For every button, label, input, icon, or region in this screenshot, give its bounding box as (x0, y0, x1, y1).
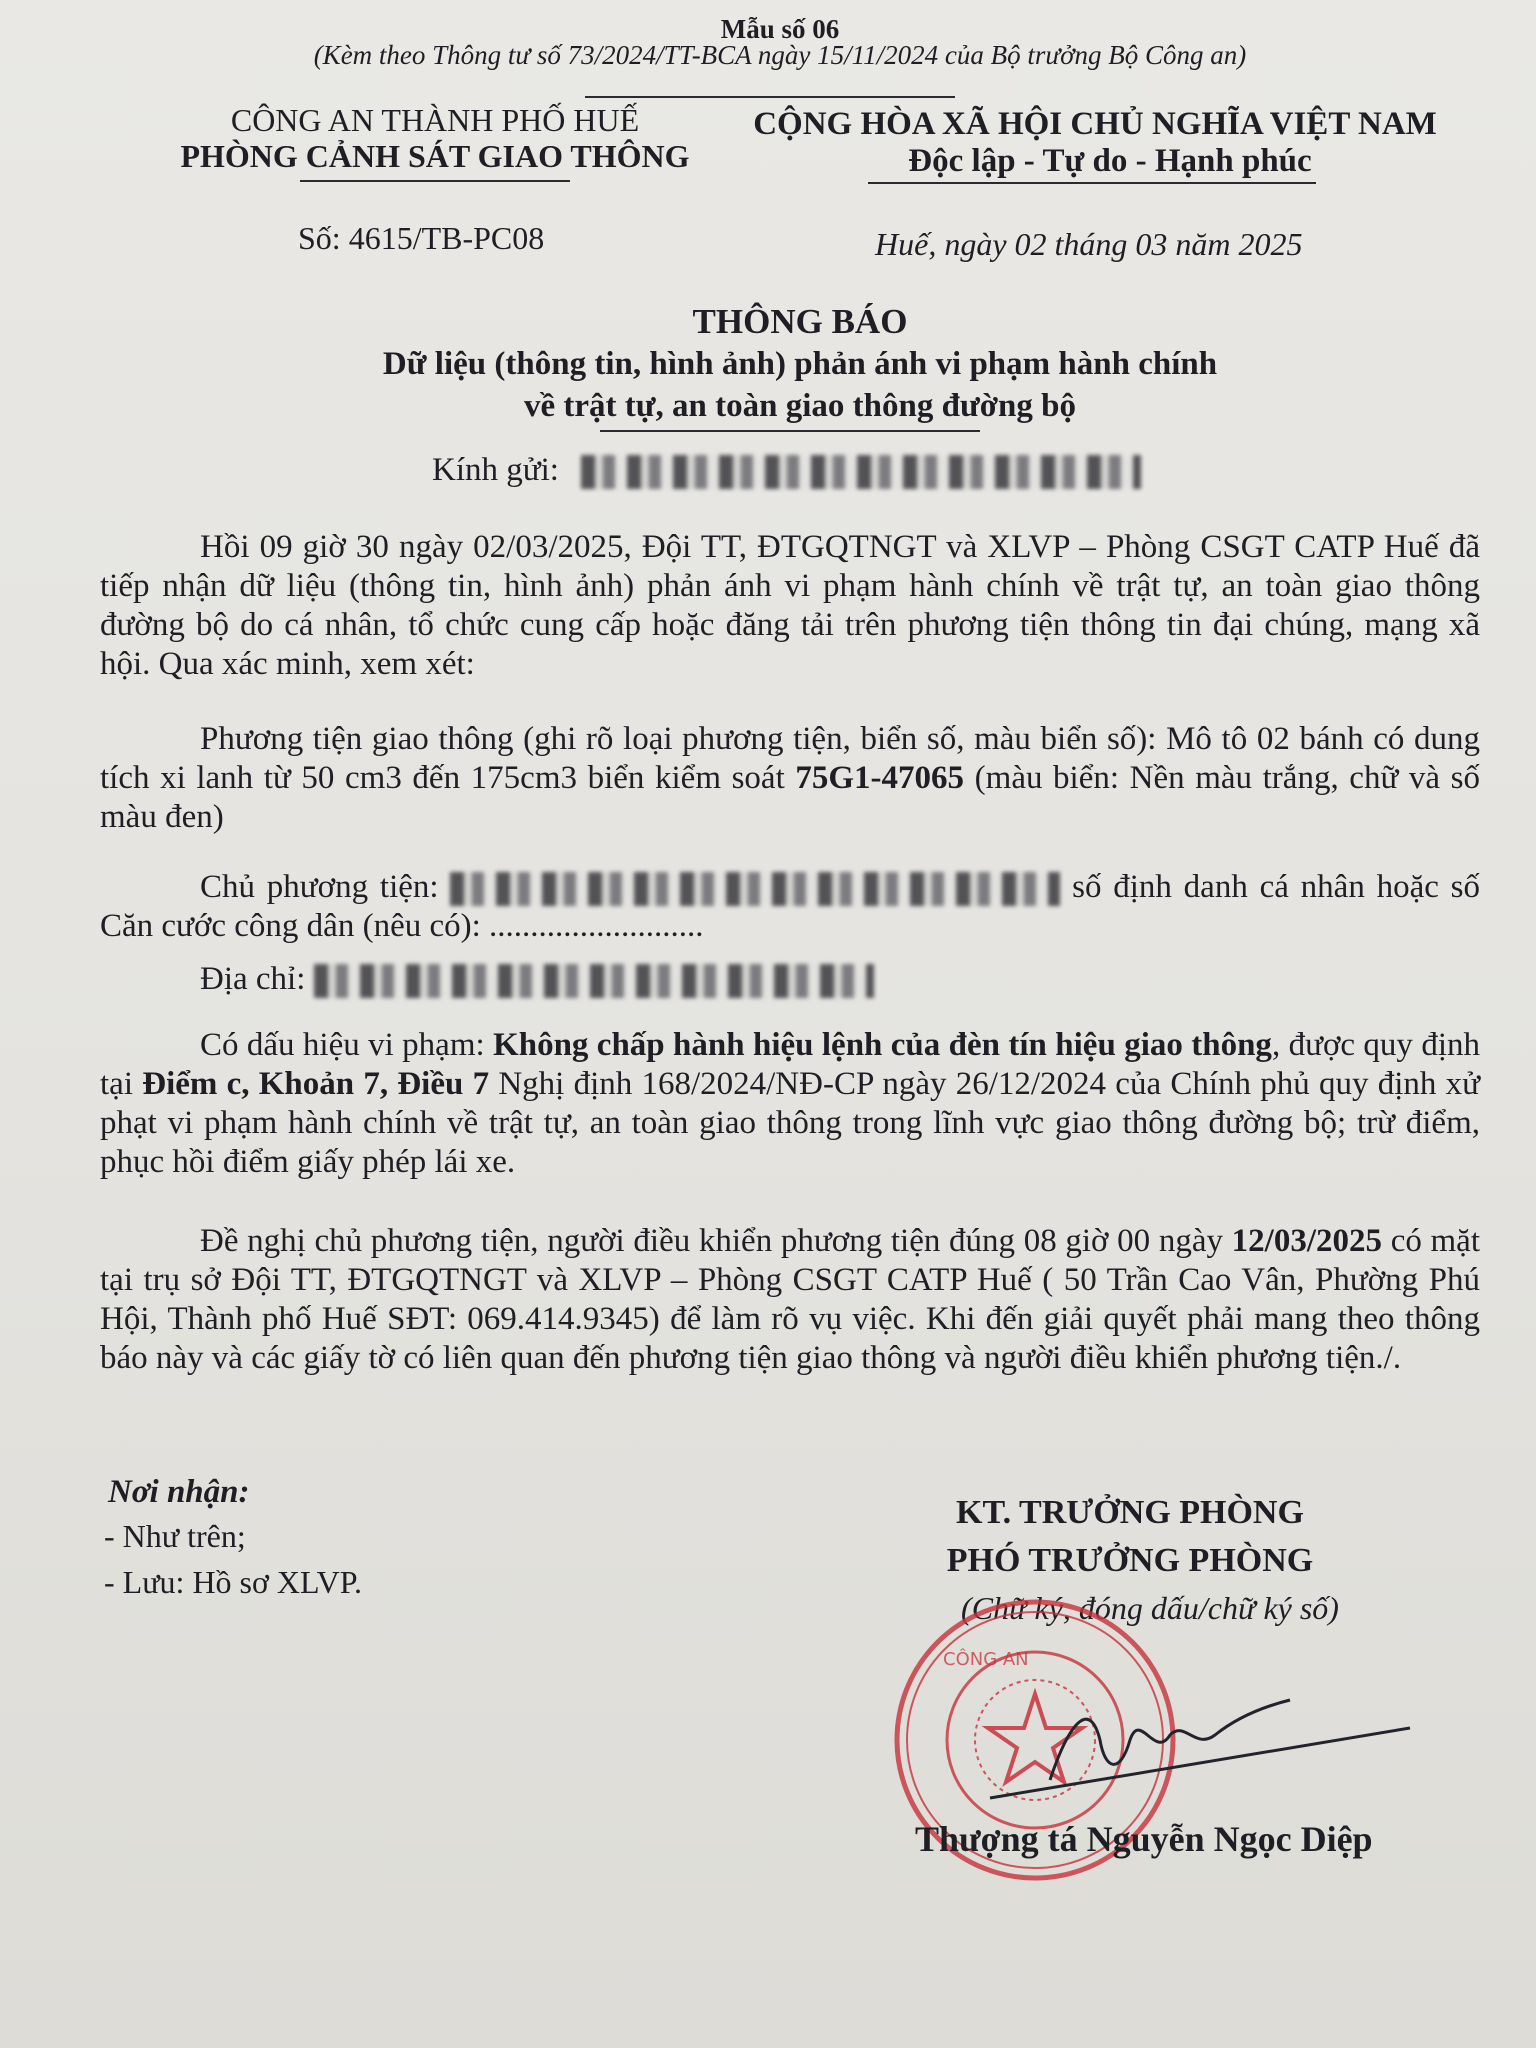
redacted-recipient (581, 455, 1141, 489)
signature-title-1: KT. TRƯỞNG PHÒNG (956, 1494, 1304, 1531)
signature-note: (Chữ ký, đóng dấu/chữ ký số) (961, 1590, 1339, 1626)
license-plate: 75G1-47065 (795, 760, 965, 796)
paragraph-vehicle: Phương tiện giao thông (ghi rõ loại phương tiện, biển số, màu biển số): Mô tô 02 bánh có dung tích xi lanh từ 50 cm3 đến 175cm3 biển kiểm soát 75G1-47065 (màu biển: Nền màu trắng, chữ và số màu đen) (100, 721, 1481, 835)
document-subtitle-1: Dữ liệu (thông tin, hình ảnh) phản ánh vi phạm hành chính (382, 346, 1218, 382)
handwritten-signature (980, 1680, 1420, 1810)
form-number: Mẫu số 06 (720, 14, 840, 44)
violation-description: Không chấp hành hiệu lệnh của đèn tín hiệu giao thông (493, 1027, 1272, 1063)
nation-motto: Độc lập - Tự do - Hạnh phúc (908, 143, 1312, 179)
title-underline (600, 430, 980, 432)
signer-name: Thượng tá Nguyễn Ngọc Diệp (915, 1819, 1373, 1859)
paragraph-owner: Chủ phương tiện: số định danh cá nhân hoặc số Căn cước công dân (nêu có): .......................... (100, 869, 1481, 944)
agency-department: PHÒNG CẢNH SÁT GIAO THÔNG (180, 138, 690, 174)
svg-text:CÔNG AN: CÔNG AN (943, 1649, 1029, 1670)
paragraph-receipt: Hồi 09 giờ 30 ngày 02/03/2025, Đội TT, ĐTGQTNGT và XLVP – Phòng CSGT CATP Huế đã tiếp nhận dữ liệu (thông tin, hình ảnh) phản ánh vi phạm hành chính về trật tự, an toàn giao thông đường bộ do cá nhân, tổ chức cung cấp hoặc đăng tải trên phương tiện thông tin đại chúng, mạng xã hội. Qua xác minh, xem xét: (100, 529, 1480, 682)
document-number: Số: 4615/TB-PC08 (298, 220, 545, 256)
paragraph-summons: Đề nghị chủ phương tiện, người điều khiển phương tiện đúng 08 giờ 00 ngày 12/03/2025 có mặt tại trụ sở Đội TT, ĐTGQTNGT và XLVP – Phòng CSGT CATP Huế ( 50 Trần Cao Vân, Phường Phú Hội, Thành phố Huế SĐT: 069.414.9345) để làm rõ vụ việc. Khi đến giải quyết phải mang theo thông báo này và các giấy tờ có liên quan đến phương tiện giao thông và người điều khiển phương tiện./. (100, 1223, 1480, 1376)
recipient-label: Kính gửi: (432, 452, 559, 488)
recipients-title: Nơi nhận: (108, 1474, 250, 1510)
header-rule (585, 96, 955, 98)
signature-title-2: PHÓ TRƯỞNG PHÒNG (946, 1542, 1314, 1579)
nation-name: CỘNG HÒA XÃ HỘI CHỦ NGHĨA VIỆT NAM (753, 106, 1437, 142)
recipients-item-2: - Lưu: Hồ sơ XLVP. (104, 1564, 362, 1600)
redacted-owner-name (450, 872, 1060, 906)
document-subtitle-2: về trật tự, an toàn giao thông đường bộ (523, 388, 1076, 424)
redacted-address (314, 964, 874, 998)
agency-name: CÔNG AN THÀNH PHỐ HUẾ (230, 102, 640, 138)
recipient-line (432, 452, 1141, 489)
appointment-date: 12/03/2025 (1231, 1223, 1383, 1259)
agency-underline (300, 180, 570, 182)
place-date: Huế, ngày 02 tháng 03 năm 2025 (875, 226, 1303, 262)
form-reference: (Kèm theo Thông tư số 73/2024/TT-BCA ngày 15/11/2024 của Bộ trưởng Bộ Công an) (313, 40, 1247, 70)
recipients-item-1: - Như trên; (104, 1518, 246, 1554)
document-title: THÔNG BÁO (692, 302, 908, 341)
paragraph-address: Địa chỉ: (100, 960, 1480, 999)
legal-clause: Điểm c, Khoản 7, Điều 7 (142, 1066, 490, 1102)
motto-underline (868, 182, 1316, 184)
paragraph-violation: Có dấu hiệu vi phạm: Không chấp hành hiệu lệnh của đèn tín hiệu giao thông, được quy định tại Điểm c, Khoản 7, Điều 7 Nghị định 168/2024/NĐ-CP ngày 26/12/2024 của Chính phủ quy định xử phạt vi phạm hành chính về trật tự, an toàn giao thông trong lĩnh vực giao thông đường bộ; trừ điểm, phục hồi điểm giấy phép lái xe. (100, 1027, 1481, 1180)
